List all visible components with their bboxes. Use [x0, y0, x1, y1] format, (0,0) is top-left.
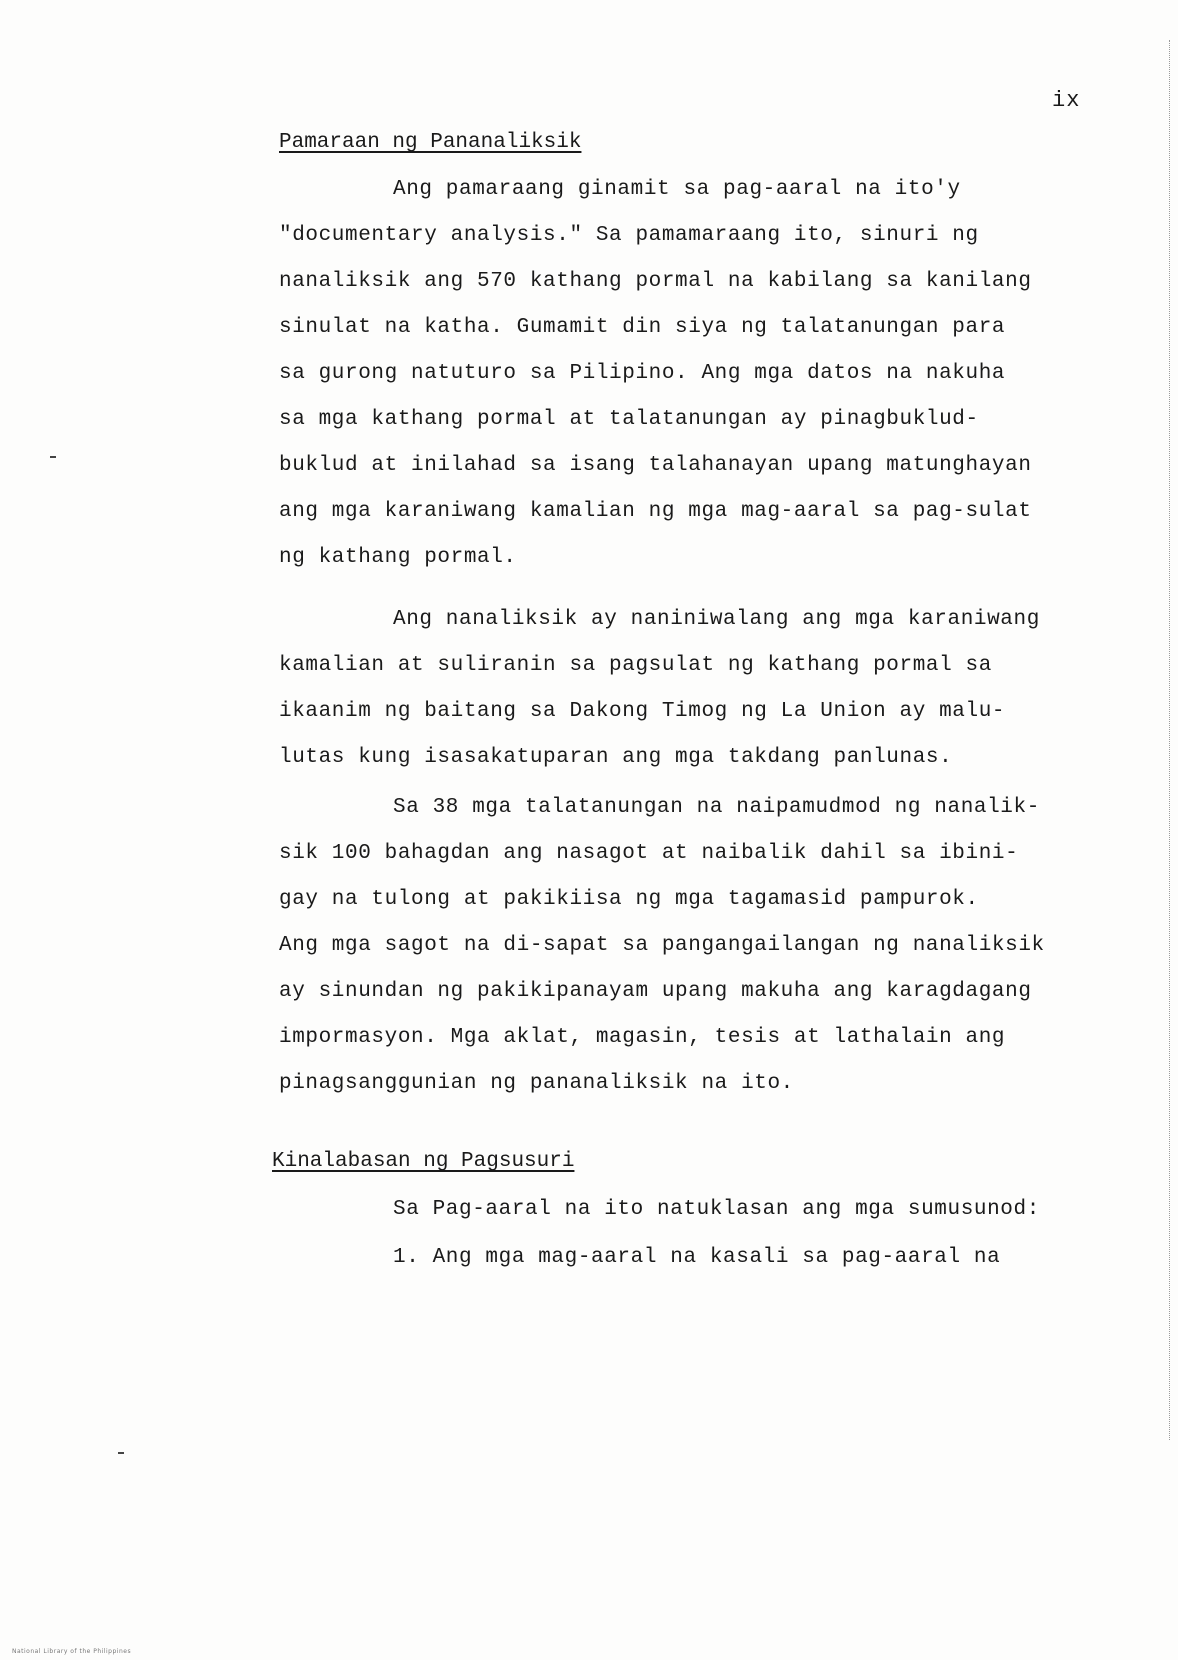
paragraph-line: gay na tulong at pakikiisa ng mga tagamasid pampurok. — [279, 888, 979, 911]
paragraph-line: Sa Pag-aaral na ito natuklasan ang mga sumusunod: — [393, 1198, 1040, 1221]
paragraph-line: nanaliksik ang 570 kathang pormal na kabilang sa kanilang — [279, 270, 1032, 293]
section-heading-kinalabasan: Kinalabasan ng Pagsusuri — [272, 1150, 575, 1173]
paragraph-line: lutas kung isasakatuparan ang mga takdang panlunas. — [279, 746, 953, 769]
paragraph-line: buklud at inilahad sa isang talahanayan upang matunghayan — [279, 454, 1032, 477]
paragraph-line: Ang pamaraang ginamit sa pag-aaral na ito'y — [393, 178, 961, 201]
paragraph-line: pinagsanggunian ng pananaliksik na ito. — [279, 1072, 794, 1095]
paragraph-line: Sa 38 mga talatanungan na naipamudmod ng nanalik- — [393, 796, 1040, 819]
paragraph-line: kamalian at suliranin sa pagsulat ng kathang pormal sa — [279, 654, 992, 677]
paragraph-line: ang mga karaniwang kamalian ng mga mag-aaral sa pag-sulat — [279, 500, 1032, 523]
paragraph-line: sa mga kathang pormal at talatanungan ay pinagbuklud- — [279, 408, 979, 431]
paragraph-line: Ang mga sagot na di-sapat sa pangangailangan ng nanaliksik — [279, 934, 1045, 957]
paragraph-line: sik 100 bahagdan ang nasagot at naibalik dahil sa ibini- — [279, 842, 1019, 865]
section-heading-pamaraan: Pamaraan ng Pananaliksik — [279, 131, 582, 154]
paragraph-line: ay sinundan ng pakikipanayam upang makuha ang karagdagang — [279, 980, 1032, 1003]
numbered-list-item: 1. Ang mga mag-aaral na kasali sa pag-aaral na — [393, 1246, 1001, 1269]
paragraph-line: "documentary analysis." Sa pamamaraang ito, sinuri ng — [279, 224, 979, 247]
page-number: ix — [1052, 88, 1081, 113]
footer-credit: National Library of the Philippines — [12, 1648, 132, 1655]
paragraph-line: sa gurong natuturo sa Pilipino. Ang mga datos na nakuha — [279, 362, 1006, 385]
margin-mark — [118, 1452, 124, 1454]
paragraph-line: Ang nanaliksik ay naniniwalang ang mga karaniwang — [393, 608, 1040, 631]
scan-edge-divider — [1168, 40, 1170, 1440]
paragraph-line: ng kathang pormal. — [279, 546, 517, 569]
paragraph-line: sinulat na katha. Gumamit din siya ng talatanungan para — [279, 316, 1006, 339]
margin-mark — [50, 456, 56, 458]
paragraph-line: ikaanim ng baitang sa Dakong Timog ng La Union ay malu- — [279, 700, 1006, 723]
paragraph-line: impormasyon. Mga aklat, magasin, tesis at lathalain ang — [279, 1026, 1006, 1049]
